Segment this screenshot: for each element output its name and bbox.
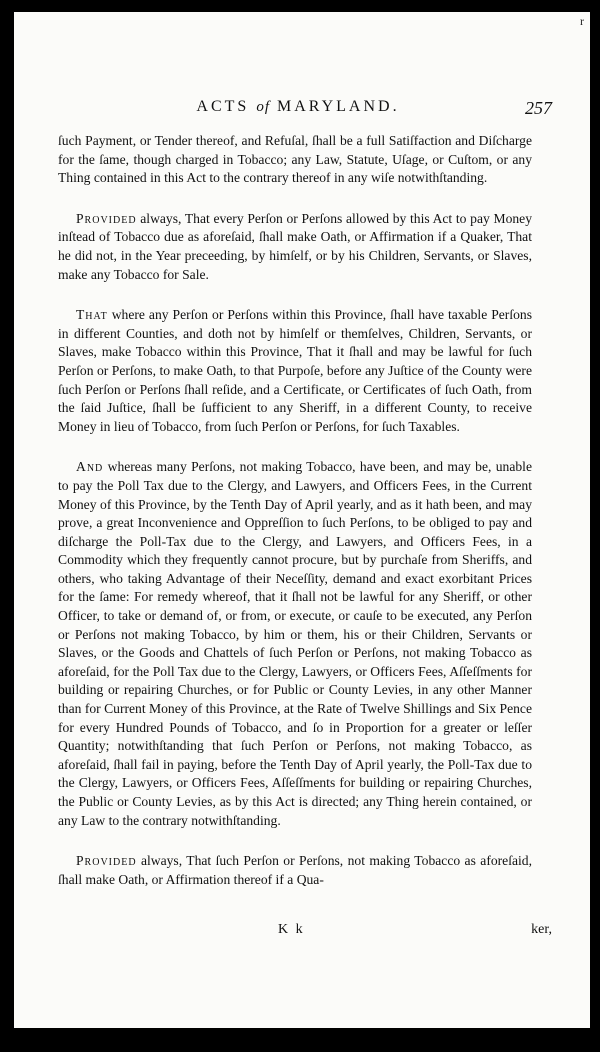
running-title (148, 98, 448, 116)
page-footer (58, 922, 550, 944)
corner-mark: r (580, 14, 584, 28)
body-text (58, 132, 532, 889)
paragraph-proviso-money (58, 210, 532, 284)
signature-mark: K k (278, 922, 305, 937)
paragraph-text: whereas many Perſons, not making Tobacco, have been, and may be, unable to pay the Poll Tax due to the Clergy, and Lawyers, and Officers Fees, in the Current Money of this Province, by the Tenth Day of April yearly, and as it hath been, and may prove, a great Inconvenience and Oppreſſion to ſuch Perſons, to be obliged to pay and diſcharge the Poll-Tax due to the Clergy, and Lawyers, and Officers Fees, in a Commodity which they frequently cannot procure, but by purchaſe from Sheriffs, and others, who taking Advantage of their Neceſſity, demand and exact exorbitant Prices for the ſame: For remedy whereof, that it ſhall not be lawful for any Sheriff, or other Officer, to take or demand of, or from, or execute, or cauſe to be executed, any Perſon or Perſons not making Tobacco, by him or them, his or their Children, Servants or Slaves, or the Goods and Chattels of ſuch Perſon or Perſons, not making Tobacco as aforeſaid, for the Poll Tax due to the Clergy, Lawyers, or Officers Fees, Aſſeſſments for building or repairing Churches, or for Public or County Levies, in any other Manner than for Current Money of this Province, at the Rate of Twelve Shillings and Six Pence for every Hundred Pounds of Tobacco, and ſo in Proportion for a greater or leſſer Quantity; notwithſtanding that ſuch Perſon or Perſons, not making Tobacco, as aforeſaid, ſhall fail in paying, before the Tenth Day of April yearly, the Poll-Tax due to the Clergy, Lawyers, or Officers Fees, Aſſeſſments for building or repairing Churches, the Public or County Levies, as by this Act is directed; any Thing herein contained, or any Law to the contrary notwithſtanding. (58, 459, 532, 828)
paragraph-lead: Provided (76, 210, 137, 226)
running-title-of: of (256, 99, 270, 115)
paragraph-text: always, That ſuch Perſon or Perſons, not making Tobacco as aforeſaid, ſhall make Oath, or Affirmation thereof if a Qua- (58, 853, 532, 887)
paragraph-lead: That (76, 307, 108, 323)
page-number: 257 (525, 98, 552, 118)
paragraph-continuation (58, 132, 532, 188)
paragraph-lead: And (76, 459, 104, 475)
running-head (58, 98, 550, 126)
catchword: ker, (531, 922, 552, 937)
paragraph-text: where any Perſon or Perſons within this Province, ſhall have taxable Perſons in different Counties, and doth not by himſelf or themſelves, Children, Servants, or Slaves, make Tobacco within this Province, That it ſhall and may be lawful for ſuch Perſon or Perſons, to make Oath, to that Purpoſe, before any Juſtice of the County were ſuch Perſon or Perſons ſhall reſide, and a Certificate, or Certificates of ſuch Oath, from the ſaid Juſtice, ſhall be ſufficient to any Sheriff, in a different County, to receive Money in lieu of Tobacco, from ſuch Perſon or Perſons, for ſuch Taxables. (58, 307, 532, 434)
paragraph-text: always, That every Perſon or Perſons allowed by this Act to pay Money inſtead of Tobacco due as aforeſaid, ſhall make Oath, or Affirmation if a Quaker, That he did not, in the Year preceeding, by himſelf, or by his Children, Servants, or Slaves, make any Tobacco for Sale. (58, 210, 532, 282)
paragraph-text: ſuch Payment, or Tender thereof, and Refuſal, ſhall be a full Satiſfaction and Diſcharge for the ſame, though charged in Tobacco; any Law, Statute, Uſage, or Cuſtom, or any Thing contained in this Act to the contrary thereof in any wiſe notwithſtanding. (58, 133, 532, 186)
paragraph-poll-tax (58, 458, 532, 830)
paragraph-lead: Provided (76, 853, 137, 869)
running-title-acts: ACTS (196, 98, 250, 115)
document-page (14, 12, 590, 1028)
paragraph-proviso-oath (58, 852, 532, 889)
running-title-maryland: MARYLAND. (277, 98, 400, 115)
paragraph-taxable-persons (58, 306, 532, 436)
